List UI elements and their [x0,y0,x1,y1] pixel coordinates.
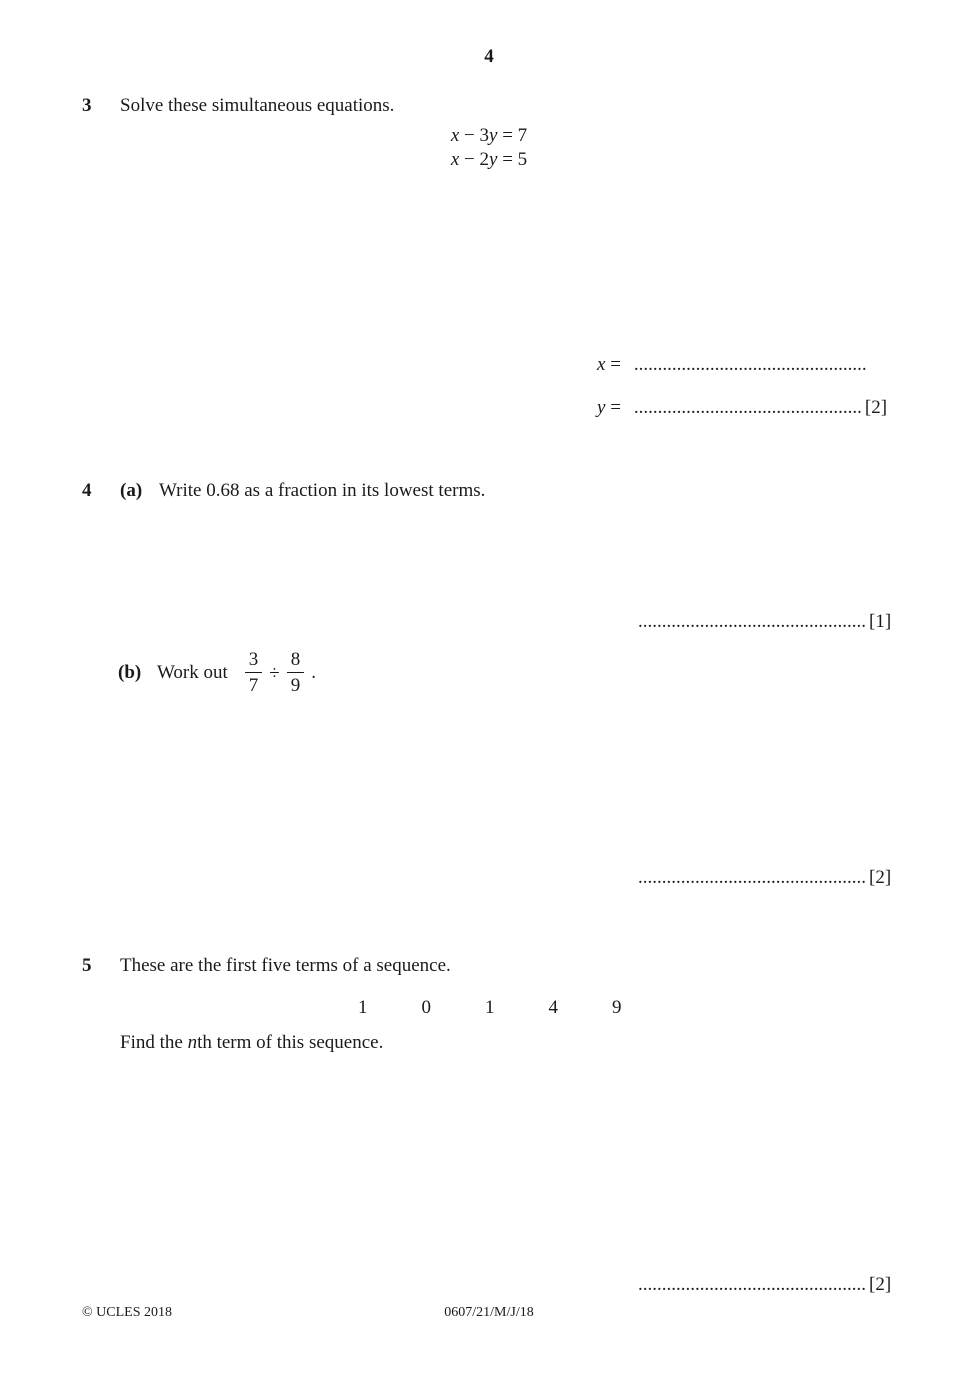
question-4a-marks: [1] [869,611,892,632]
answer-4b-dotted-line: ................................................ [638,867,866,888]
footer-copyright: © UCLES 2018 [82,1305,172,1320]
answer-line-4a [638,610,891,633]
question-4b-prompt: Work out [157,661,228,683]
question-3 [82,94,394,117]
question-5-find-prompt [120,1031,383,1054]
equation-1-rhs: = 7 [497,125,528,146]
equation-1 [0,124,978,148]
answer-5-dotted-line: ................................................ [638,1274,866,1295]
equation-1-var-x: x [450,125,460,146]
fraction-1-denominator: 7 [245,672,263,695]
sequence-term-4: 4 [548,997,558,1018]
fraction-2-numerator: 8 [290,649,301,670]
answer-line-4b [638,866,891,889]
question-4a [82,479,485,502]
question-3-number: 3 [82,95,92,116]
divide-sign: ÷ [269,663,280,684]
sequence-term-1: 1 [358,997,368,1018]
question-3-marks: [2] [864,397,888,418]
question-5-number: 5 [82,955,92,976]
question-3-prompt: Solve these simultaneous equations. [120,95,395,116]
answer-y-dotted-line: ................................................ [633,397,862,418]
equation-2-var-x: x [450,149,460,170]
equation-2-coefficient: − 2 [459,149,489,170]
answer-x-var: x [597,354,606,375]
fraction-eight-ninths [287,650,305,695]
question-4-number: 4 [82,480,92,501]
find-prompt-post: th term of this sequence. [197,1032,384,1053]
find-prompt-n-var: n [187,1032,198,1053]
sequence-term-2: 0 [421,997,431,1018]
question-5-prompt: These are the first five terms of a sequence. [120,955,451,976]
sequence-term-3: 1 [485,997,495,1018]
question-5 [82,954,451,977]
question-4a-label: (a) [120,480,143,501]
question-4b [118,651,316,696]
fraction-2-denominator: 9 [287,672,305,695]
question-5-marks: [2] [869,1274,892,1295]
sentence-period: . [311,661,316,683]
footer-paper-code: 0607/21/M/J/18 [444,1305,534,1320]
fraction-three-sevenths [245,650,263,695]
question-4b-marks: [2] [869,867,892,888]
fraction-1-numerator: 3 [248,649,259,670]
simultaneous-equations [0,124,978,172]
sequence-terms [358,996,622,1019]
page-number: 4 [484,46,494,67]
equation-1-var-y: y [489,125,498,146]
answer-x-equals: = [605,354,621,375]
answer-line-5 [638,1273,891,1296]
question-4a-prompt: Write 0.68 as a fraction in its lowest terms. [159,480,486,501]
find-prompt-pre: Find the [120,1032,188,1053]
question-4b-label: (b) [118,661,142,683]
answer-y-equals: = [605,397,621,418]
sequence-term-5: 9 [612,997,622,1018]
equation-2 [0,148,978,172]
answer-x-dotted-line: ................................................. [633,354,867,375]
answer-line-y [597,396,887,419]
equation-1-coefficient: − 3 [459,125,489,146]
answer-line-x [597,353,867,376]
answer-y-var: y [597,397,606,418]
equation-2-var-y: y [489,149,498,170]
answer-4a-dotted-line: ................................................ [638,611,866,632]
equation-2-rhs: = 5 [497,149,528,170]
